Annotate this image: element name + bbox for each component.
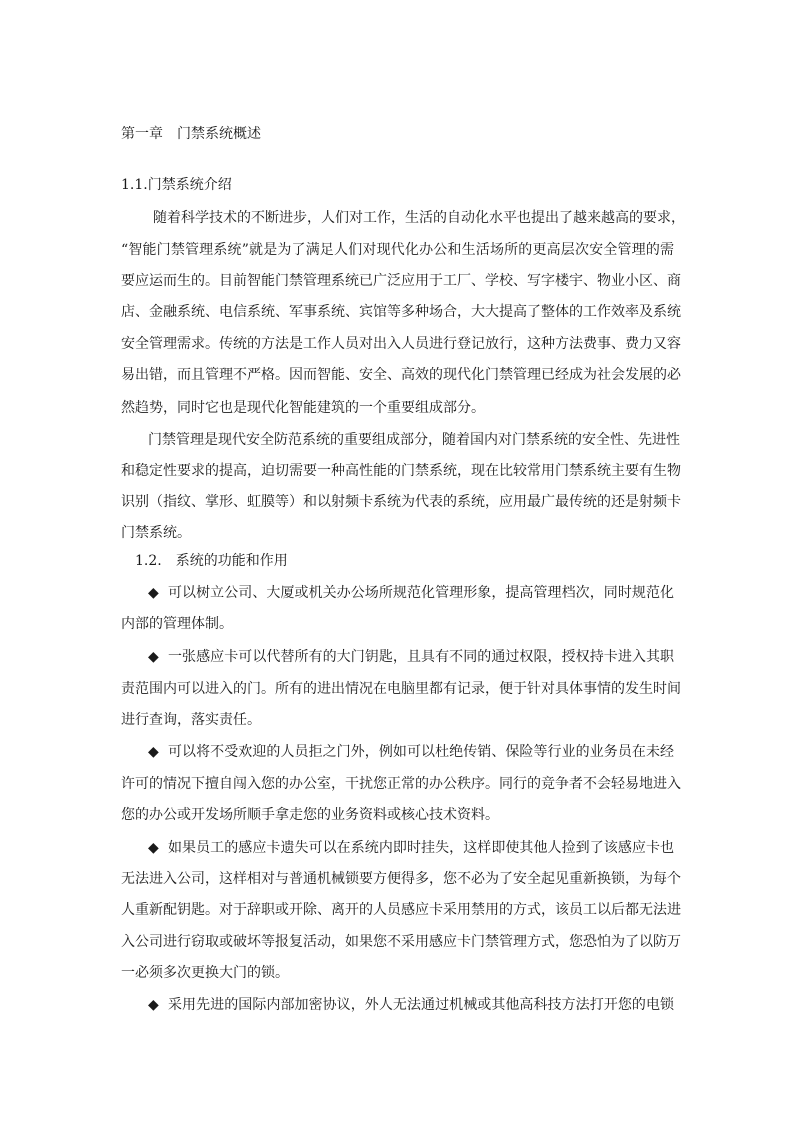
chapter-title: 第一章 门禁系统概述	[121, 126, 261, 142]
bullet-line: 无法进入公司，这样相对与普通机械锁要方便得多，您不必为了安全起见重新换锁，为每个	[121, 871, 681, 887]
bullet-line: 一必须多次更换大门的锁。	[121, 965, 289, 981]
paragraph-line: 店、金融系统、电信系统、军事系统、宾馆等多种场合，大大提高了整体的工作效率及系统	[121, 304, 681, 320]
diamond-bullet-icon: ◆	[148, 997, 159, 1013]
paragraph-line: 然趋势，同时它也是现代化智能建筑的一个重要组成部分。	[121, 400, 485, 416]
bullet-line: 人重新配钥匙。对于辞职或开除、离开的人员感应卡采用禁用的方式，该员工以后都无法进	[121, 902, 681, 918]
bullet-line: 如果员工的感应卡遗失可以在系统内即时挂失，这样即使其他人捡到了该感应卡也	[168, 840, 674, 856]
bullet-line: 可以将不受欢迎的人员拒之门外，例如可以杜绝传销、保险等行业的业务员在未经	[168, 744, 674, 760]
bullet-line: 可以树立公司、大厦或机关办公场所规范化管理形象，提高管理档次，同时规范化	[168, 585, 674, 601]
bullet-line: 许可的情况下擅自闯入您的办公室，干扰您正常的办公秩序。同行的竞争者不会轻易地进入	[121, 776, 681, 792]
diamond-bullet-icon: ◆	[148, 840, 159, 856]
diamond-bullet-icon: ◆	[148, 649, 159, 665]
bullet-line: 内部的管理体制。	[121, 616, 233, 632]
paragraph-line: 随着科学技术的不断进步，人们对工作，生活的自动化水平也提出了越来越高的要求，	[153, 210, 685, 226]
bullet-line: 责范围内可以进入的门。所有的进出情况在电脑里都有记录，便于针对具体事情的发生时间	[121, 681, 681, 697]
section-heading-1-1: 1.1.门禁系统介绍	[121, 177, 232, 193]
bullet-line: 进行查询，落实责任。	[121, 712, 261, 728]
paragraph-line: 门禁系统。	[121, 525, 191, 541]
bullet-line: 入公司进行窃取或破坏等报复活动，如果您不采用感应卡门禁管理方式，您恐怕为了以防万	[121, 934, 681, 950]
bullet-line: 一张感应卡可以代替所有的大门钥匙，且具有不同的通过权限，授权持卡进入其职	[168, 649, 674, 665]
diamond-bullet-icon: ◆	[148, 585, 159, 601]
paragraph-line: 和稳定性要求的提高，迫切需要一种高性能的门禁系统，现在比较常用门禁系统主要有生物	[121, 463, 681, 479]
paragraph-line: 门禁管理是现代安全防范系统的重要组成部分，随着国内对门禁系统的安全性、先进性	[148, 432, 680, 448]
bullet-line: 采用先进的国际内部加密协议，外人无法通过机械或其他高科技方法打开您的电锁	[168, 997, 674, 1013]
paragraph-line: 识别（指纹、掌形、虹膜等）和以射频卡系统为代表的系统，应用最广最传统的还是射频卡	[121, 494, 681, 510]
section-heading-1-2: 1.2. 系统的功能和作用	[135, 553, 288, 569]
paragraph-line: 要应运而生的。目前智能门禁管理系统已广泛应用于工厂、学校、写字楼宇、物业小区、商	[121, 273, 681, 289]
diamond-bullet-icon: ◆	[148, 744, 159, 760]
bullet-line: 您的办公或开发场所顺手拿走您的业务资料或核心技术资料。	[121, 807, 499, 823]
paragraph-line: 易出错，而且管理不严格。因而智能、安全、高效的现代化门禁管理已经成为社会发展的必	[121, 367, 681, 383]
paragraph-line: “智能门禁管理系统”就是为了满足人们对现代化办公和生活场所的更高层次安全管理的需	[121, 242, 674, 258]
paragraph-line: 安全管理需求。传统的方法是工作人员对出入人员进行登记放行，这种方法费事、费力又容	[121, 336, 681, 352]
